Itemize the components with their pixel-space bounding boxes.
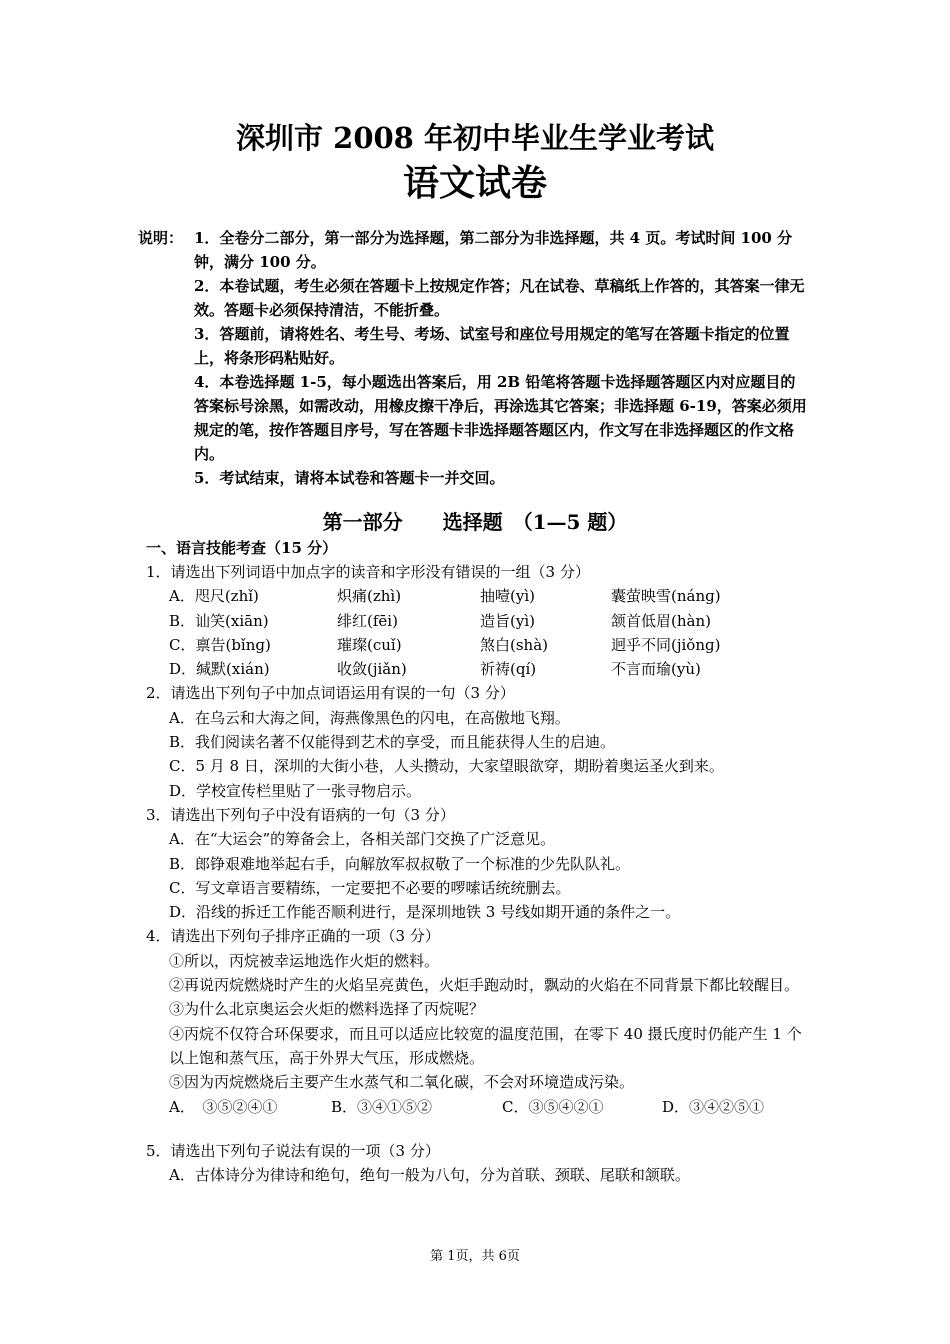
question-4-option: D．③④②⑤① — [662, 1097, 765, 1116]
question-4-stem: 4．请选出下列句子排序正确的一项（3 分） — [146, 927, 440, 946]
section-heading: 一、语言技能考查（15 分） — [146, 539, 338, 557]
spacer — [146, 1119, 812, 1139]
option-cell: 炽痛(zhì) — [337, 587, 402, 606]
question-4-option: A． ③⑤②④① — [169, 1097, 278, 1116]
option-cell: 收敛(jiǎn) — [337, 660, 407, 679]
instruction-item: 5．考试结束，请将本试卷和答题卡一并交回。 — [194, 469, 505, 487]
instructions-block — [138, 226, 810, 490]
exam-subtitle: 语文试卷 — [402, 162, 547, 204]
exam-title: 深圳市 2008 年初中毕业生学业考试 — [236, 121, 714, 155]
question-4-sentence: ④丙烷不仅符合环保要求，而且可以适应比较宽的温度范围，在零下 40 摄氏度时仍能产生 1 个以上饱和蒸气压，高于外界大气压，形成燃烧。 — [169, 1024, 802, 1067]
question-5-stem: 5．请选出下列句子说法有误的一项（3 分） — [146, 1141, 440, 1160]
question-2-option: A．在乌云和大海之间，海燕像黑色的闪电，在高傲地飞翔。 — [169, 708, 570, 727]
question-1-stem: 1．请选出下列词语中加点字的读音和字形没有错误的一组（3 分） — [146, 563, 590, 581]
question-1-option-row — [169, 584, 812, 608]
question-1-option-row — [169, 609, 812, 633]
question-2-option: C．5 月 8 日，深圳的大街小巷，人头攒动，大家望眼欲穿，期盼着奥运圣火到来。 — [169, 757, 724, 776]
option-cell: 绯红(fēi) — [337, 611, 398, 630]
question-2-stem: 2．请选出下列句子中加点词语运用有误的一句（3 分） — [146, 684, 515, 703]
question-3-option: B．郎铮艰难地举起右手，向解放军叔叔敬了一个标准的少先队队礼。 — [169, 854, 631, 873]
option-cell: 造旨(yì) — [480, 611, 535, 630]
question-3-stem: 3．请选出下列句子中没有语病的一句（3 分） — [146, 805, 455, 824]
page-footer: 第 1页，共 6页 — [430, 1249, 520, 1264]
option-cell: B．讪笑(xiān) — [169, 611, 269, 630]
question-4-sentence: ①所以，丙烷被幸运地选作火炬的燃料。 — [169, 951, 440, 970]
option-cell: 煞白(shà) — [480, 635, 549, 654]
option-cell: 不言而瑜(yù) — [611, 660, 701, 679]
question-5-option: A．古体诗分为律诗和绝句，绝句一般为八句，分为首联、颈联、尾联和颔联。 — [169, 1166, 690, 1185]
question-1-option-row — [169, 633, 812, 657]
question-1-option-row — [169, 657, 812, 681]
instructions-label: 说明： — [138, 229, 184, 247]
instruction-item: 3．答题前，请将姓名、考生号、考场、试室号和座位号用规定的笔写在答题卡指定的位置上，将条形码粘贴好。 — [194, 325, 790, 367]
instruction-item: 2．本卷试题，考生必须在答题卡上按规定作答；凡在试卷、草稿纸上作答的，其答案一律无效。答题卡必须保持清洁，不能折叠。 — [194, 277, 805, 319]
instruction-item: 4．本卷选择题 1-5，每小题选出答案后，用 2B 铅笔将答题卡选择题答题区内对应题目的答案标号涂黑，如需改动，用橡皮擦干净后，再涂选其它答案；非选择题 6-19，答案必须用规定的笔，按作答题目序号，写在答题卡非选择题答题区内，作文写在非选择题区的作文格内。 — [194, 373, 807, 463]
question-3-option: C．写文章语言要精练，一定要把不必要的啰嗦话统统删去。 — [169, 878, 571, 897]
instruction-item: 1．全卷分二部分，第一部分为选择题，第二部分为非选择题，共 4 页。考试时间 100 分钟，满分 100 分。 — [194, 229, 793, 271]
option-cell: 璀璨(cuǐ) — [337, 635, 402, 654]
question-3-option: D．沿线的拆迁工作能否顺利进行，是深圳地铁 3 号线如期开通的条件之一。 — [169, 903, 681, 922]
questions-block — [146, 560, 812, 1187]
question-3-option: A．在“大运会”的筹备会上，各相关部门交换了广泛意见。 — [169, 830, 556, 849]
option-cell: C．禀告(bǐnɡ) — [169, 635, 271, 654]
option-cell: A．咫尺(zhǐ) — [169, 587, 259, 606]
option-cell: 迥乎不同(jiǒnɡ) — [611, 635, 721, 654]
option-cell: 颔首低眉(hàn) — [611, 611, 711, 630]
option-cell: D．缄默(xián) — [169, 660, 270, 679]
question-4-options — [169, 1095, 812, 1119]
question-2-option: B．我们阅读名著不仅能得到艺术的享受，而且能获得人生的启迪。 — [169, 733, 616, 752]
question-4-option: C．③⑤④②① — [502, 1097, 604, 1116]
option-cell: 抽噎(yì) — [480, 587, 535, 606]
option-cell: 祈祷(qí) — [480, 660, 537, 679]
question-2-option: D．学校宣传栏里贴了一张寻物启示。 — [169, 781, 422, 800]
option-cell: 囊萤映雪(nánɡ) — [611, 587, 721, 606]
question-4-sentence: ②再说丙烷燃烧时产生的火焰呈亮黄色，火炬手跑动时，飘动的火焰在不同背景下都比较醒目。 — [169, 976, 800, 995]
question-4-sentence: ③为什么北京奥运会火炬的燃料选择了丙烷呢？ — [169, 1000, 485, 1019]
question-4-sentence: ⑤因为丙烷燃烧后主要产生水蒸气和二氧化碳，不会对环境造成污染。 — [169, 1073, 635, 1092]
question-4-option: B．③④①⑤② — [331, 1097, 433, 1116]
part-heading: 第一部分 选择题 （1—5 题） — [322, 510, 628, 534]
